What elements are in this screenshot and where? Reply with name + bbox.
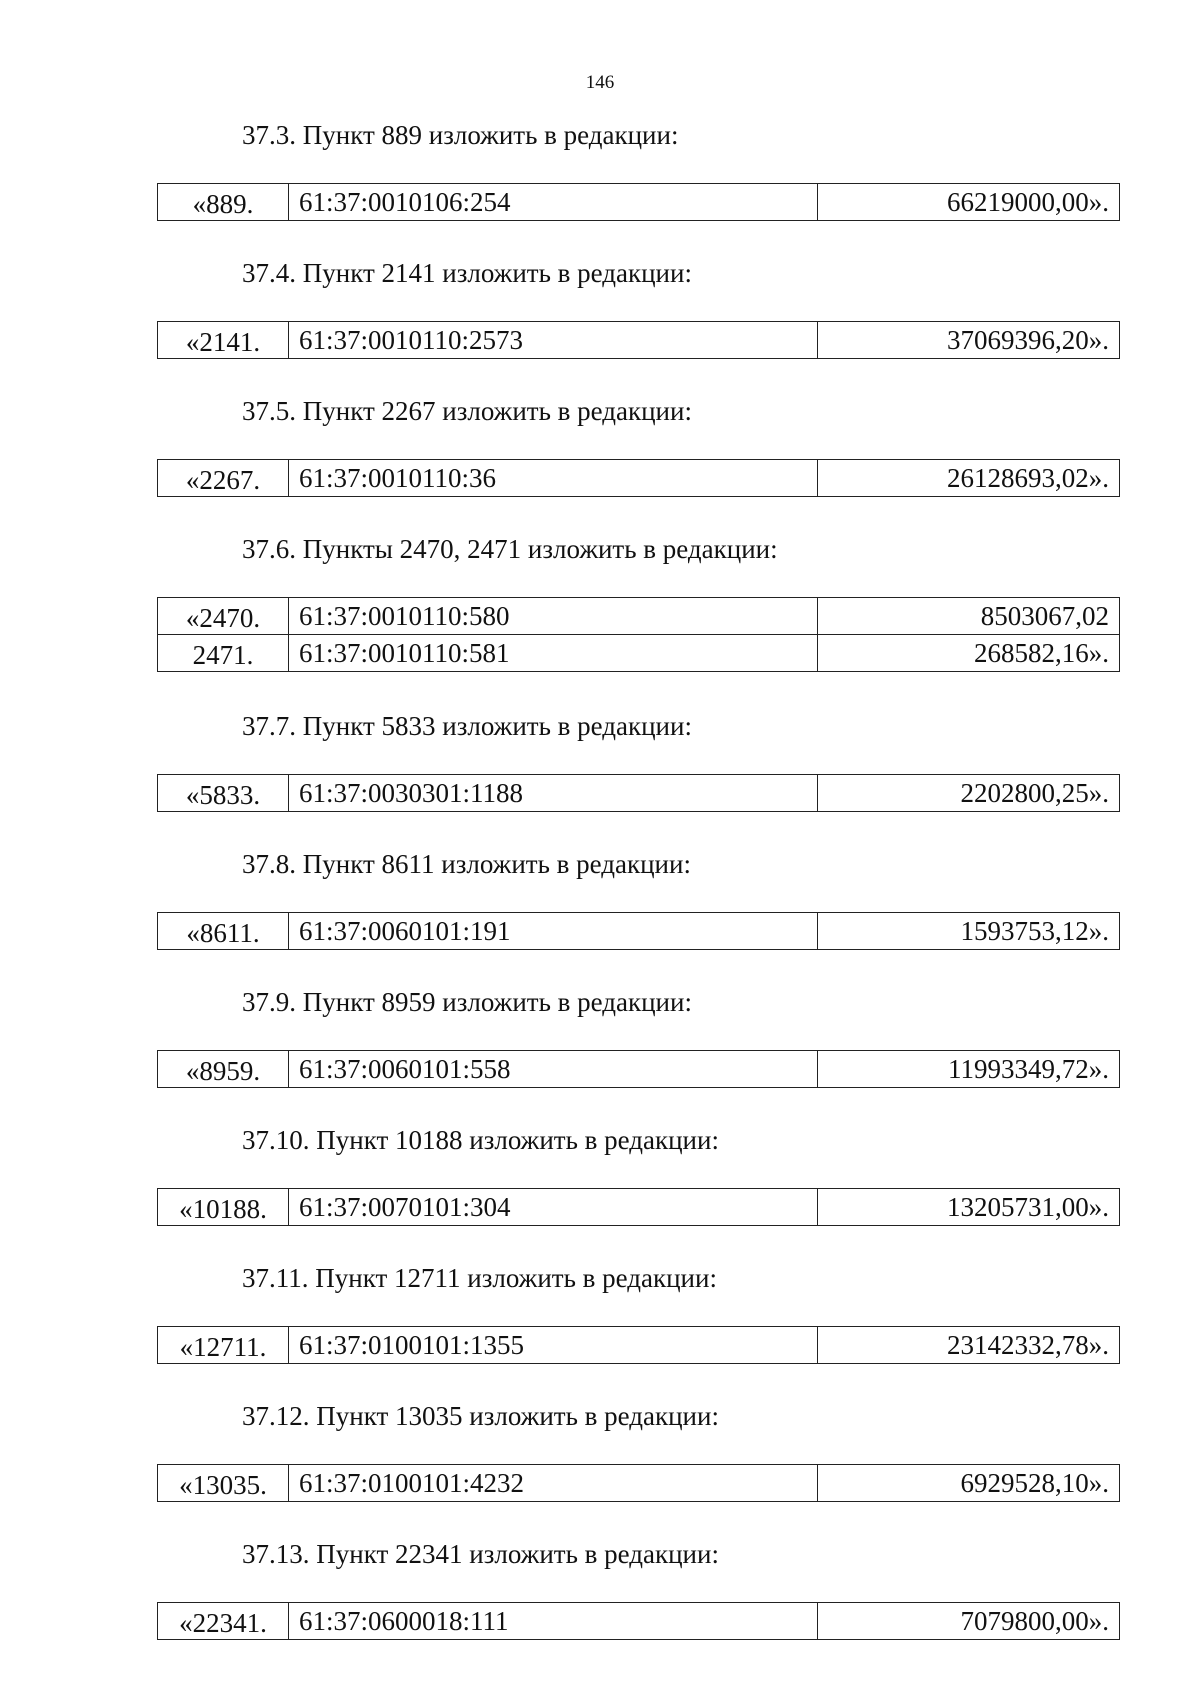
table-row	[158, 1603, 1120, 1640]
amendment-table	[157, 1050, 1120, 1088]
amendment-section	[0, 980, 1200, 1118]
amendment-section	[0, 704, 1200, 842]
item-number: «889.	[158, 184, 289, 221]
section-heading: 37.11. Пункт 12711 изложить в редакции:	[242, 1263, 717, 1293]
cadastral-value: 13205731,00».	[818, 1189, 1120, 1226]
amendment-table	[157, 1464, 1120, 1502]
amendment-section	[0, 1256, 1200, 1394]
amendment-table	[157, 774, 1120, 812]
section-heading: 37.13. Пункт 22341 изложить в редакции:	[242, 1539, 719, 1569]
section-heading: 37.5. Пункт 2267 изложить в редакции:	[242, 396, 692, 426]
amendment-table	[157, 1188, 1120, 1226]
cadastral-value: 66219000,00».	[818, 184, 1120, 221]
cadastral-number: 61:37:0060101:558	[289, 1051, 818, 1088]
amendment-table	[157, 183, 1120, 221]
amendment-section	[0, 251, 1200, 389]
item-number: 2471.	[158, 635, 289, 672]
cadastral-number: 61:37:0010110:581	[289, 635, 818, 672]
cadastral-value: 268582,16».	[818, 635, 1120, 672]
amendment-sections	[0, 113, 1200, 1670]
cadastral-value: 23142332,78».	[818, 1327, 1120, 1364]
amendment-table	[157, 1602, 1120, 1640]
item-number: «12711.	[158, 1327, 289, 1364]
table-row	[158, 598, 1120, 635]
table-row	[158, 913, 1120, 950]
table-row	[158, 322, 1120, 359]
section-heading: 37.4. Пункт 2141 изложить в редакции:	[242, 258, 692, 288]
amendment-section	[0, 842, 1200, 980]
amendment-section	[0, 389, 1200, 527]
amendment-table	[157, 597, 1120, 672]
amendment-table	[157, 321, 1120, 359]
section-heading: 37.3. Пункт 889 изложить в редакции:	[242, 120, 679, 150]
section-heading: 37.6. Пункты 2470, 2471 изложить в редакции:	[242, 534, 778, 564]
cadastral-number: 61:37:0600018:111	[289, 1603, 818, 1640]
table-row	[158, 635, 1120, 672]
cadastral-number: 61:37:0100101:4232	[289, 1465, 818, 1502]
cadastral-value: 37069396,20».	[818, 322, 1120, 359]
section-heading: 37.9. Пункт 8959 изложить в редакции:	[242, 987, 692, 1017]
amendment-table	[157, 1326, 1120, 1364]
item-number: «2141.	[158, 322, 289, 359]
item-number: «8959.	[158, 1051, 289, 1088]
table-row	[158, 1051, 1120, 1088]
table-row	[158, 184, 1120, 221]
cadastral-number: 61:37:0060101:191	[289, 913, 818, 950]
amendment-section	[0, 1394, 1200, 1532]
cadastral-value: 7079800,00».	[818, 1603, 1120, 1640]
section-heading: 37.12. Пункт 13035 изложить в редакции:	[242, 1401, 719, 1431]
cadastral-number: 61:37:0010110:2573	[289, 322, 818, 359]
cadastral-number: 61:37:0030301:1188	[289, 775, 818, 812]
item-number: «10188.	[158, 1189, 289, 1226]
cadastral-number: 61:37:0010110:580	[289, 598, 818, 635]
cadastral-number: 61:37:0100101:1355	[289, 1327, 818, 1364]
cadastral-value: 1593753,12».	[818, 913, 1120, 950]
table-row	[158, 1189, 1120, 1226]
cadastral-value: 8503067,02	[818, 598, 1120, 635]
amendment-table	[157, 459, 1120, 497]
table-row	[158, 775, 1120, 812]
amendment-section	[0, 527, 1200, 704]
cadastral-value: 26128693,02».	[818, 460, 1120, 497]
cadastral-number: 61:37:0010106:254	[289, 184, 818, 221]
item-number: «13035.	[158, 1465, 289, 1502]
section-heading: 37.7. Пункт 5833 изложить в редакции:	[242, 711, 692, 741]
item-number: «5833.	[158, 775, 289, 812]
section-heading: 37.10. Пункт 10188 изложить в редакции:	[242, 1125, 719, 1155]
cadastral-value: 11993349,72».	[818, 1051, 1120, 1088]
cadastral-number: 61:37:0070101:304	[289, 1189, 818, 1226]
cadastral-value: 6929528,10».	[818, 1465, 1120, 1502]
cadastral-value: 2202800,25».	[818, 775, 1120, 812]
item-number: «2267.	[158, 460, 289, 497]
item-number: «22341.	[158, 1603, 289, 1640]
item-number: «2470.	[158, 598, 289, 635]
amendment-table	[157, 912, 1120, 950]
table-row	[158, 1465, 1120, 1502]
table-row	[158, 1327, 1120, 1364]
section-heading: 37.8. Пункт 8611 изложить в редакции:	[242, 849, 691, 879]
amendment-section	[0, 1532, 1200, 1670]
amendment-section	[0, 1118, 1200, 1256]
table-row	[158, 460, 1120, 497]
item-number: «8611.	[158, 913, 289, 950]
amendment-section	[0, 113, 1200, 251]
cadastral-number: 61:37:0010110:36	[289, 460, 818, 497]
page-number: 146	[585, 72, 615, 93]
